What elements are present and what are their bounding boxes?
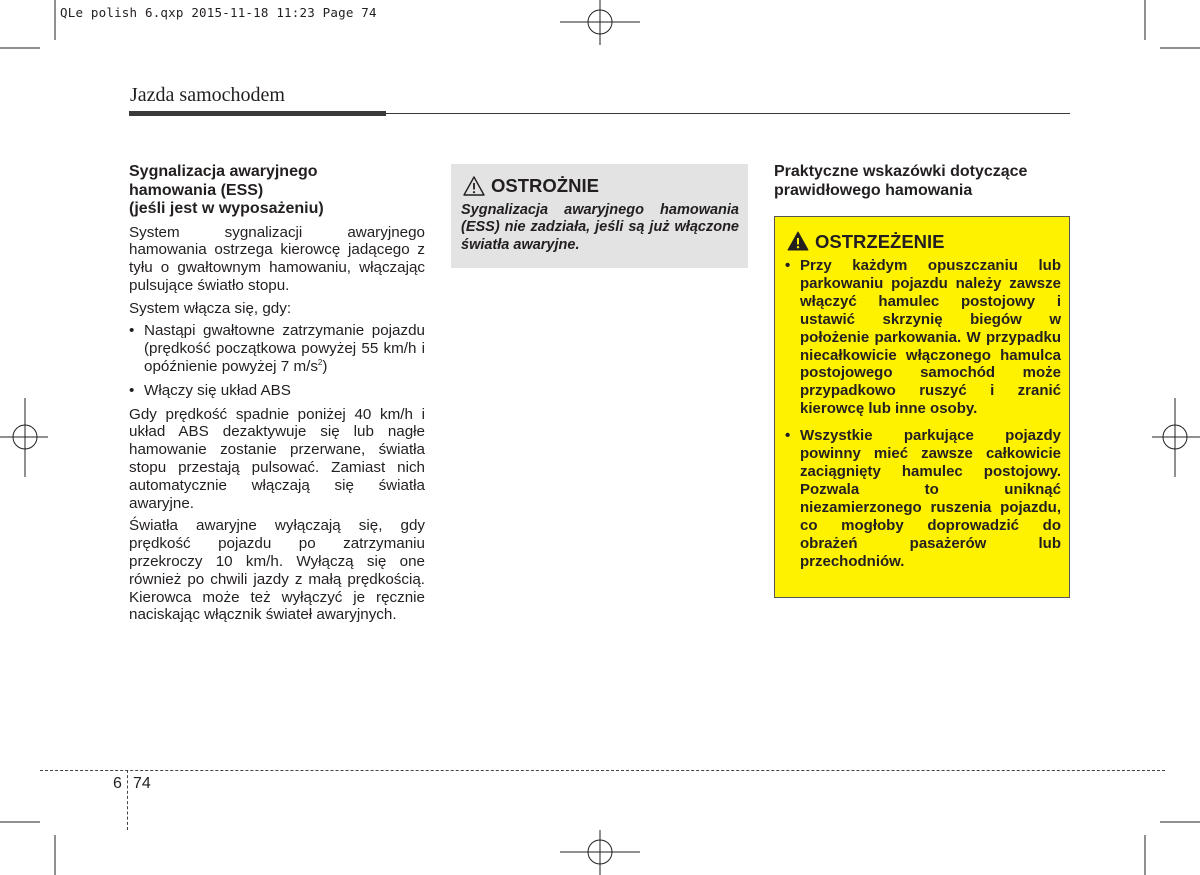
ess-heading-line3: (jeśli jest w wyposażeniu) — [129, 200, 324, 217]
ess-conditions-list — [129, 322, 425, 399]
ess-paragraph-2: System włącza się, gdy: — [129, 299, 292, 317]
caution-title: OSTROŻNIE — [491, 175, 599, 196]
warning-filled-icon — [787, 231, 809, 251]
warning-triangle-icon — [463, 176, 485, 196]
section-number: 6 — [113, 775, 122, 792]
braking-tips-heading-line2: prawidłowego hamowania — [774, 181, 973, 199]
header-rule-thick — [129, 111, 386, 116]
section-title: Jazda samochodem — [130, 84, 285, 106]
superscript: 2 — [317, 358, 323, 368]
ess-paragraph-3: Gdy prędkość spadnie poniżej 40 km/h i układ ABS dezaktywuje się lub nagłe hamowanie zostanie przerwane, światła stopu przestają pulsować. Zamiast nich automatycznie włączają się światła awaryjne. — [129, 405, 425, 512]
ess-heading-line2: hamowania (ESS) — [129, 181, 264, 199]
print-slug: QLe polish 6.qxp 2015-11-18 11:23 Page 74 — [60, 5, 377, 20]
page-number: 74 — [133, 775, 151, 792]
warning-title: OSTRZEŻENIE — [815, 231, 945, 252]
condition-1-text: Nastąpi gwałtowne zatrzymanie pojazdu (prędkość początkowa powyżej 55 km/h i opóźnienie powyżej 7 m/s — [144, 322, 425, 376]
warning-box — [774, 216, 1070, 598]
left-column — [129, 163, 425, 629]
list-item: • Włączy się układ ABS — [129, 382, 425, 400]
braking-tips-heading — [774, 163, 1074, 200]
ess-paragraph-1: System sygnalizacji awaryjnego hamowania ostrzega kierowcę jadącego z tyłu o gwałtownym hamowaniu, włączając pulsujące światło stopu. — [129, 223, 425, 294]
list-item — [129, 322, 425, 375]
caution-box — [451, 164, 748, 268]
footer-dashed-divider — [127, 770, 128, 830]
ess-paragraph-4: Światła awaryjne wyłączają się, gdy prędkość pojazdu po zatrzymaniu przekroczy 10 km/h. Wyłączą się one również po chwili jazdy z małą prędkością. Kierowca może też wyłączyć je ręcznie naciskając włącznik świateł awaryjnych. — [129, 517, 425, 624]
header-rule-thin — [386, 113, 1070, 114]
list-item: • Wszystkie parkujące pojazdy powinny mieć zawsze całkowicie zaciągnięty hamulec postojowy. Pozwala to uniknąć niezamierzonego ruszenia pojazdu, co mogłoby doprowadzić do obrażeń pasażerów lub przechodniów. — [785, 427, 1061, 570]
ess-heading — [129, 163, 425, 219]
condition-1-end: ) — [322, 358, 328, 376]
braking-tips-heading-line1: Praktyczne wskazówki dotyczące — [774, 163, 1028, 180]
list-item: • Przy każdym opuszczaniu lub parkowaniu pojazdu należy zawsze włączyć hamulec postojowy i ustawić skrzynię biegów w położenie parkowania. W przypadku niecałkowicie włączonego hamulca postojowego samochód może przypadkowo ruszyć i zranić kierowcę lub inne osoby. — [785, 257, 1061, 418]
caution-text: Sygnalizacja awaryjnego hamowania (ESS) nie zadziała, jeśli są już włączone światła awaryjne. — [461, 202, 739, 253]
footer-dashed-rule — [40, 770, 1165, 771]
warning-list — [785, 257, 1061, 579]
ess-heading-line1: Sygnalizacja awaryjnego — [129, 163, 318, 180]
